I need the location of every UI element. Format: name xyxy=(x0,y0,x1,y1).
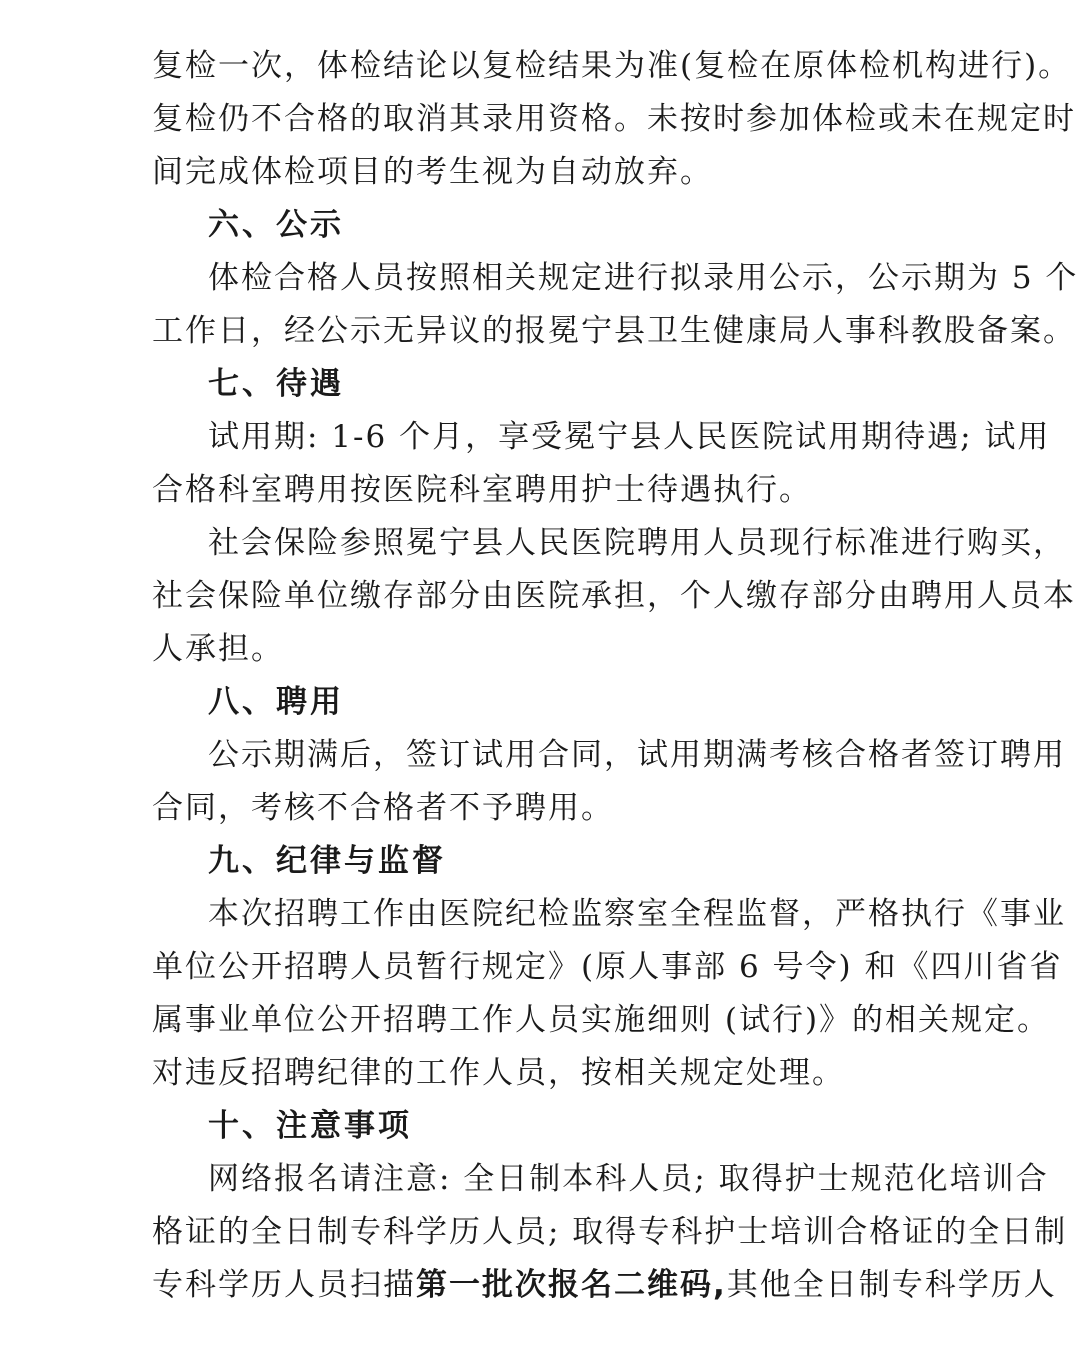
paragraph-line: 试用期: 1-6 个月，享受冕宁县人民医院试用期待遇; 试用 xyxy=(208,419,1051,455)
paragraph-line: 网络报名请注意: 全日制本科人员; 取得护士规范化培训合 xyxy=(208,1161,1049,1197)
paragraph-line: 复检仍不合格的取消其录用资格。未按时参加体检或未在规定时 xyxy=(152,101,1076,137)
emphasis-qr-batch-one: 第一批次报名二维码, xyxy=(416,1267,727,1303)
paragraph-line: 单位公开招聘人员暂行规定》(原人事部 6 号令) 和《四川省省 xyxy=(152,949,1063,985)
paragraph-line: 本次招聘工作由医院纪检监察室全程监督，严格执行《事业 xyxy=(208,896,1066,932)
paragraph-line: 社会保险参照冕宁县人民医院聘用人员现行标准进行购买， xyxy=(208,525,1066,561)
paragraph-line: 复检一次，体检结论以复检结果为准(复检在原体检机构进行)。 xyxy=(152,48,1072,84)
paragraph-line-mixed xyxy=(152,1265,1057,1305)
paragraph-line: 间完成体检项目的考生视为自动放弃。 xyxy=(152,154,713,190)
paragraph-line: 对违反招聘纪律的工作人员，按相关规定处理。 xyxy=(152,1055,845,1091)
paragraph-line: 人承担。 xyxy=(152,631,284,667)
paragraph-line: 格证的全日制专科学历人员; 取得专科护士培训合格证的全日制 xyxy=(152,1214,1068,1250)
paragraph-line: 体检合格人员按照相关规定进行拟录用公示，公示期为 5 个 xyxy=(208,260,1079,296)
paragraph-line: 社会保险单位缴存部分由医院承担，个人缴存部分由聘用人员本 xyxy=(152,578,1076,614)
section-heading-publicity: 六、公示 xyxy=(208,207,344,243)
section-heading-treatment: 七、待遇 xyxy=(208,366,344,402)
section-heading-employment: 八、聘用 xyxy=(208,684,344,720)
paragraph-line: 属事业单位公开招聘工作人员实施细则 (试行)》的相关规定。 xyxy=(152,1002,1051,1038)
section-heading-discipline: 九、纪律与监督 xyxy=(208,843,446,879)
paragraph-line: 公示期满后，签订试用合同，试用期满考核合格者签订聘用 xyxy=(208,737,1066,773)
paragraph-line: 合同，考核不合格者不予聘用。 xyxy=(152,790,614,826)
paragraph-line: 工作日，经公示无异议的报冕宁县卫生健康局人事科教股备案。 xyxy=(152,313,1076,349)
text-segment: 专科学历人员扫描 xyxy=(152,1267,416,1303)
text-segment: 其他全日制专科学历人 xyxy=(726,1267,1057,1303)
section-heading-notes: 十、注意事项 xyxy=(208,1108,412,1144)
paragraph-line: 合格科室聘用按医院科室聘用护士待遇执行。 xyxy=(152,472,812,508)
